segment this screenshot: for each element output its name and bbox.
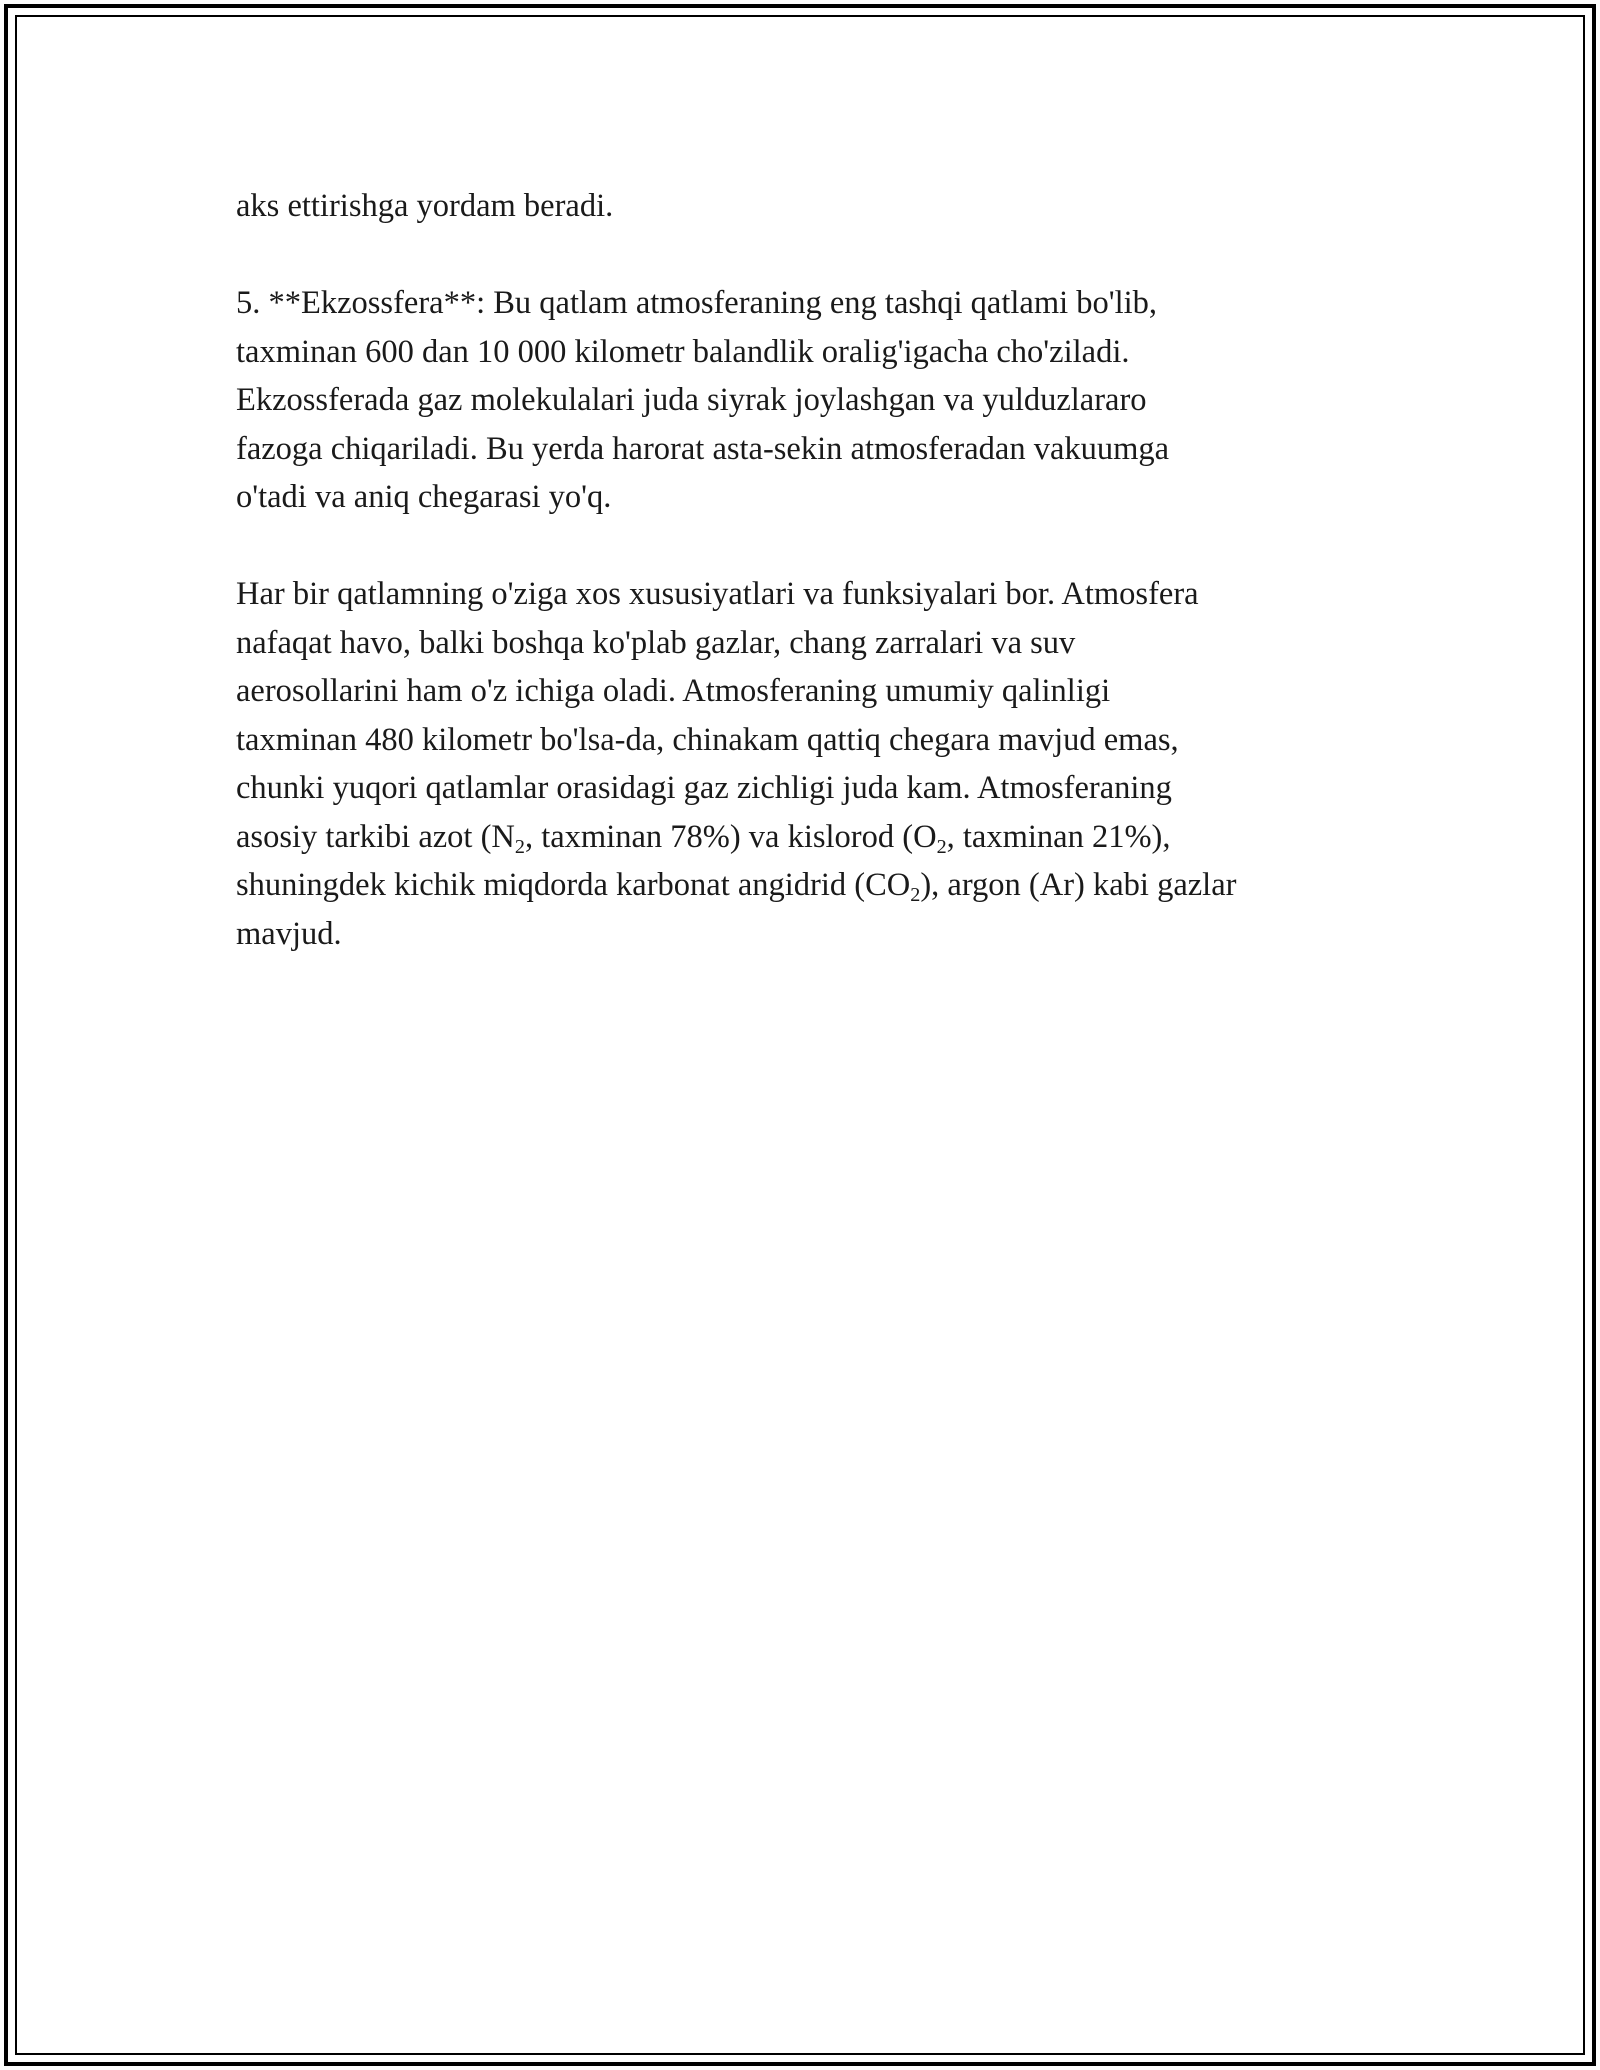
paragraph-summary	[236, 570, 1396, 958]
document-body	[236, 182, 1396, 1007]
text-line: taxminan 480 kilometr bo'lsa-da, chinakam qattiq chegara mavjud emas,	[236, 721, 1179, 758]
text-line: chunki yuqori qatlamlar orasidagi gaz zichligi juda kam. Atmosferaning	[236, 770, 1172, 806]
text-line: nafaqat havo, balki boshqa ko'plab gazlar, chang zarralari va suv	[236, 624, 1076, 661]
text-line: shuningdek kichik miqdorda karbonat angidrid $(CO_2)$, argon (Ar) kabi gazlar	[236, 867, 1237, 907]
text-line: mavjud.	[236, 915, 342, 952]
text-line: fazoga chiqariladi. Bu yerda harorat asta-sekin atmosferadan vakuumga	[236, 430, 1170, 467]
text-line: taxminan 600 dan 10 000 kilometr balandlik oralig'igacha cho'ziladi.	[236, 333, 1130, 370]
paragraph-exosphere	[236, 279, 1396, 522]
paragraph-continuation	[236, 182, 1396, 231]
text-line: asosiy tarkibi azot ($N_2$, taxminan 78%) va kislorod ($O_2$, taxminan 21%),	[236, 818, 1171, 858]
text-line: aerosollarini ham o'z ichiga oladi. Atmosferaning umumiy qalinligi	[236, 673, 1111, 709]
text-line: Har bir qatlamning o'ziga xos xususiyatlari va funksiyalari bor. Atmosfera	[236, 576, 1199, 612]
subscript: 2	[514, 835, 525, 858]
text-line: 5. **Ekzossfera**: Bu qatlam atmosferaning eng tashqi qatlami bo'lib,	[236, 285, 1158, 321]
text-line: aks ettirishga yordam beradi.	[236, 188, 614, 224]
subscript: 2	[936, 835, 947, 858]
subscript: 2	[910, 884, 921, 907]
text-line: Ekzossferada gaz molekulalari juda siyrak joylashgan va yulduzlararo	[236, 382, 1147, 418]
text-line: o'tadi va aniq chegarasi yo'q.	[236, 479, 612, 515]
